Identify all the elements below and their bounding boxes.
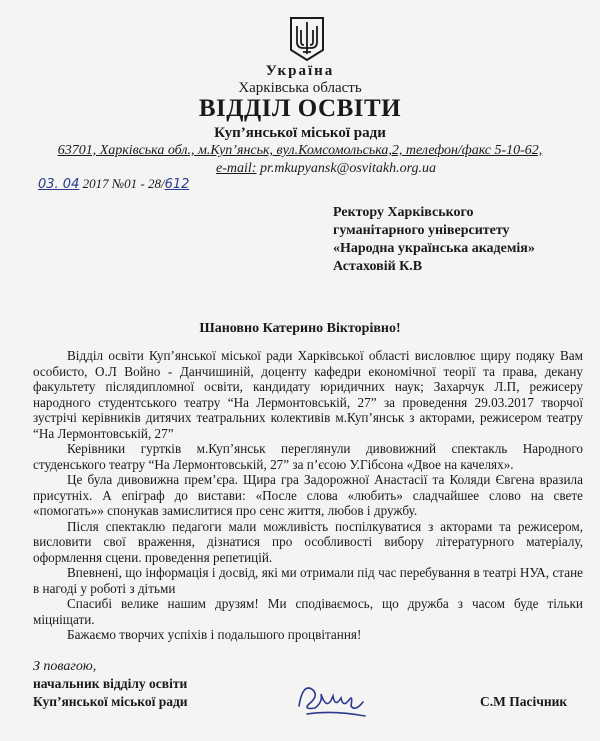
email-address[interactable]: pr.mkupyansk@osvitakh.org.ua [259,161,436,176]
registration-line [38,176,189,192]
council-name: Куп’янської міської ради [214,125,386,141]
handwritten-signature-icon [293,672,371,724]
registration-handwritten-number: 612 [164,177,190,192]
paragraph-discussion: Після спектаклю педагоги мали можливість поспілкуватися з акторами та режисером, висловити свої враження, дізнатися про особливості вибору літературного матеріалу, оформлення сцени. проведення репетицій. [33,518,583,565]
registration-date: 03. 04 [38,177,80,192]
signer-name: С.М Пасічник [480,694,568,709]
paragraph-premiere: Це була дивовижна прем’єра. Щира гра Задорожної Анастасії та Коляди Євгена вразила присутніх. А епіграф до вистави: «После слова «любить» сладчайшее слово на свете «помогать»» спонукав замислитися про сенс життя, любов і дружбу. [33,472,583,518]
letter-body [33,348,583,643]
department-title: ВІДДІЛ ОСВІТИ [198,95,402,122]
closing-respect: З повагою, [33,659,97,674]
addressee-line-1: Ректору Харківського [333,205,474,220]
paragraph-performance: Керівники гуртків м.Куп’янськ переглянули дивовижний спектакль Народного студенського театру “На Лермонтовській, 27” за п’єсою У.Гібсона «Двое на качелях». [33,441,583,472]
addressee-line-2: гуманітарного університету [333,223,510,238]
region-name: Харківська область [238,80,362,96]
trident-emblem-icon [289,16,325,62]
addressee-line-3: «Народна українська академія» [333,241,535,256]
paragraph-thanks: Відділ освіти Куп’янської міської ради Харківської області висловлює щиру подяку Вам особисто, О.Л Войно - Данчишиній, доценту кафедри економічної теорії та права, декану факультету післядипломної освіти, кандидату юридичних наук; Захарчук Л.П, режисеру народного студентського театру “На Лермонтовській, 27” за проведення 29.03.2017 творчої зустрічі керівників дитячих театральних колективів м.Куп’янськ з акторами, режисером театру “На Лермонтовській, 27” [33,348,583,441]
signer-position-line-2: Куп’янської міської ради [33,694,188,709]
paragraph-wishes: Бажаємо творчих успіхів і подальшого процвітання! [67,627,362,642]
paragraph-friendship: Спасибі велике нашим друзям! Ми сподіваємось, що дружба з часом буде тільки міцніщати. [33,596,583,627]
country-name: Україна [265,63,335,79]
sender-email-line [216,161,436,177]
addressee-line-4: Астаховій К.В [333,259,423,274]
sender-address: 63701, Харківська обл., м.Куп’янськ, вул.Комсомольська,2, телефон/факс 5-10-62, [57,143,543,158]
signer-position-line-1: начальник відділу освіти [33,676,188,691]
salutation: Шановно Катерино Вікторівно! [199,321,401,336]
email-label: e-mail: [216,161,257,176]
paragraph-experience: Впевнені, що інформація і досвід, які ми отримали під час перебування в театрі НУА, стане в нагоді у роботі з дітьми [33,565,583,596]
registration-year-number: 2017 №01 - 28/ [82,176,165,191]
